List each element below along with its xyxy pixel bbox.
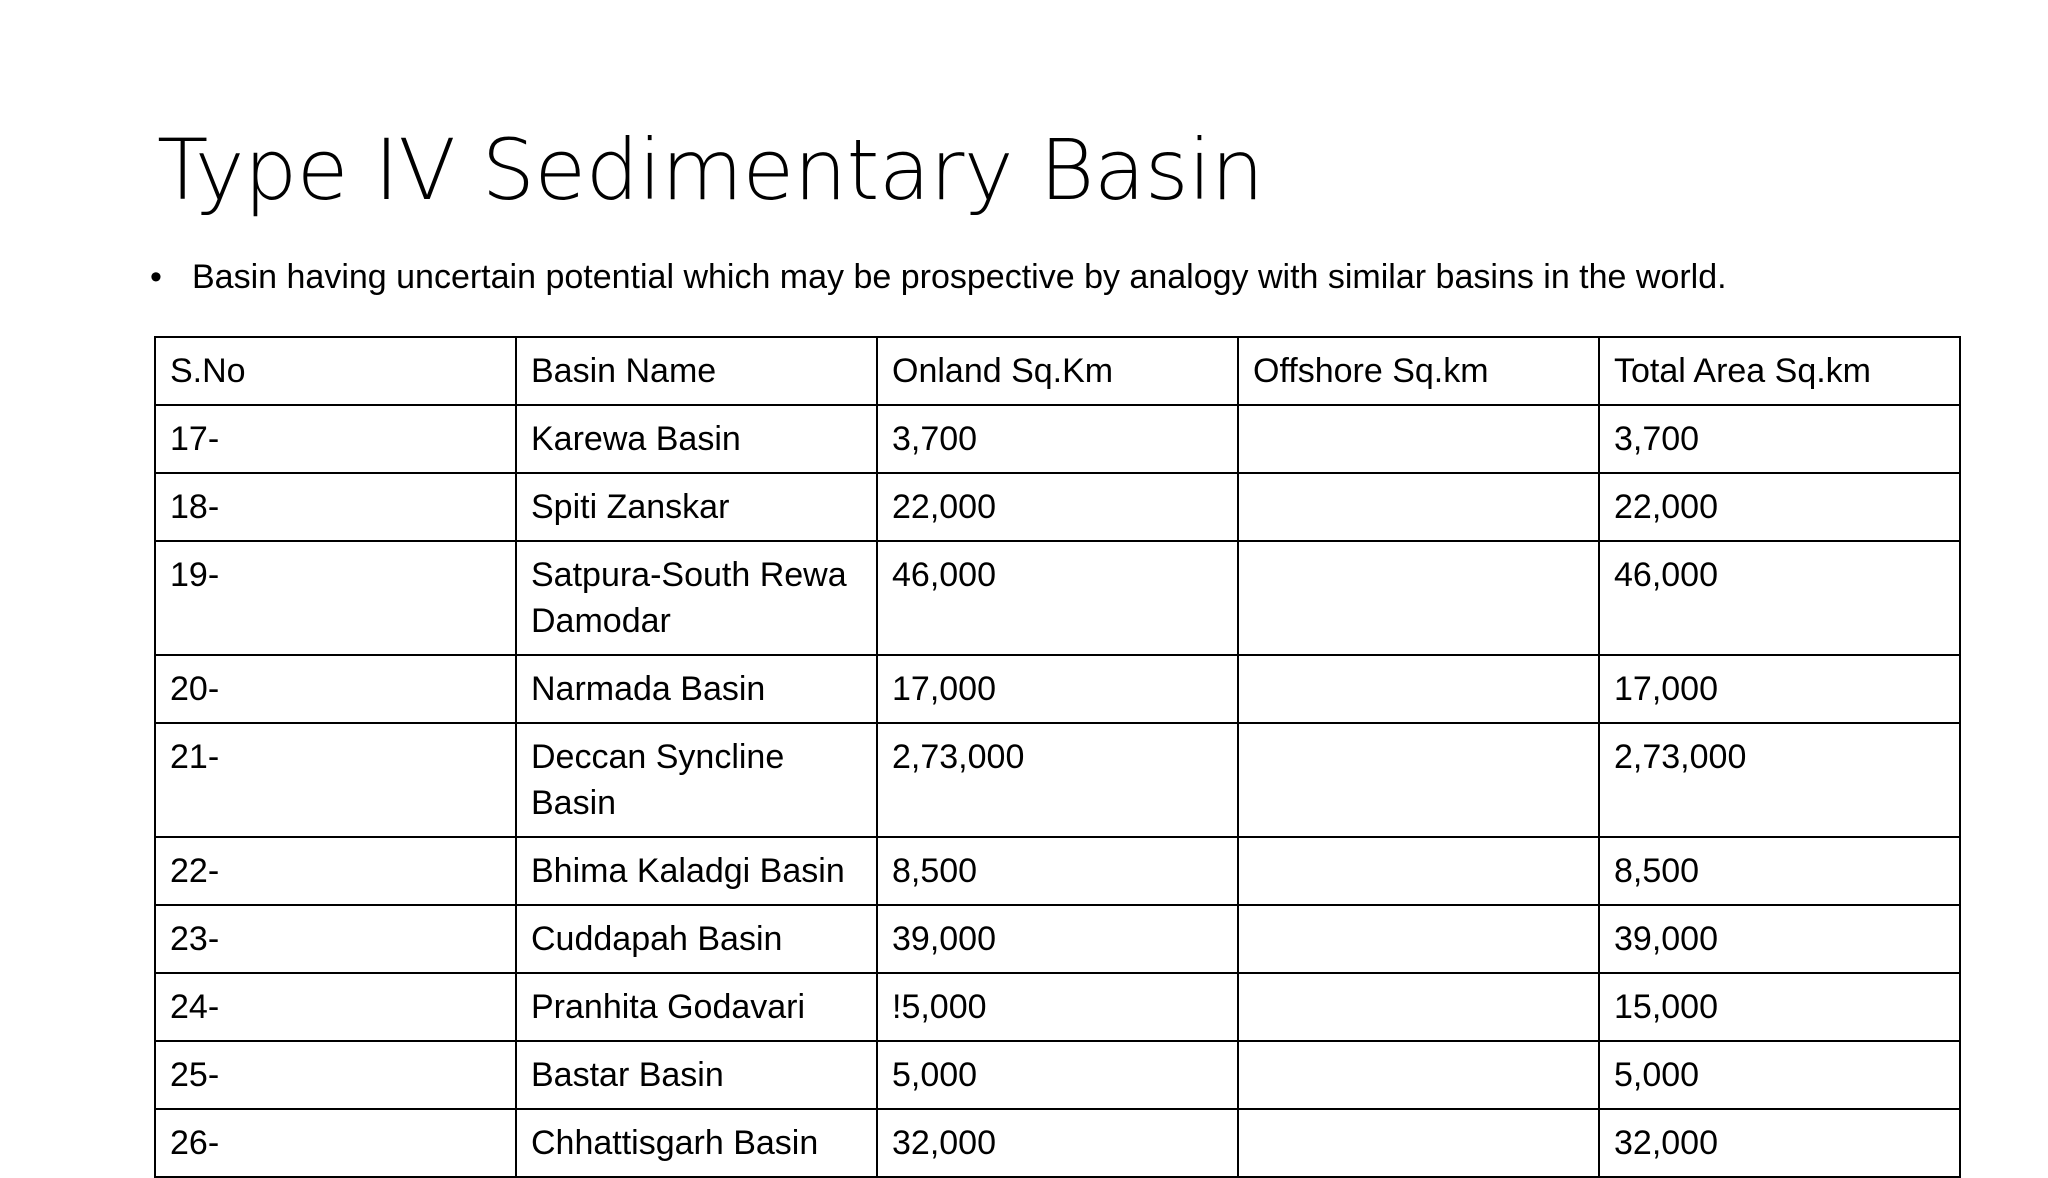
table-cell <box>1238 723 1599 837</box>
table-cell: Bhima Kaladgi Basin <box>516 837 877 905</box>
table-row <box>155 1041 1960 1109</box>
table-cell: 46,000 <box>1599 541 1960 655</box>
table-cell: 17,000 <box>877 655 1238 723</box>
table-cell: 2,73,000 <box>877 723 1238 837</box>
table-row <box>155 837 1960 905</box>
table-cell: Pranhita Godavari <box>516 973 877 1041</box>
bullet-text: Basin having uncertain potential which may be prospective by analogy with similar basins in the world. <box>192 258 1727 296</box>
table-cell: !5,000 <box>877 973 1238 1041</box>
table-cell: 20- <box>155 655 516 723</box>
table-cell: 18- <box>155 473 516 541</box>
table-cell <box>1238 905 1599 973</box>
table-cell: 2,73,000 <box>1599 723 1960 837</box>
table-cell: 32,000 <box>877 1109 1238 1177</box>
table-cell: 8,500 <box>877 837 1238 905</box>
table-cell: 32,000 <box>1599 1109 1960 1177</box>
table-cell: Deccan Syncline Basin <box>516 723 877 837</box>
table-cell <box>1238 541 1599 655</box>
table-row <box>155 655 1960 723</box>
table-cell: 5,000 <box>877 1041 1238 1109</box>
table-cell <box>1238 973 1599 1041</box>
table-row <box>155 723 1960 837</box>
table-row <box>155 905 1960 973</box>
table-cell <box>1238 1041 1599 1109</box>
table-cell <box>1238 837 1599 905</box>
header-cell: Onland Sq.Km <box>877 337 1238 405</box>
table-cell <box>1238 405 1599 473</box>
table-cell: 21- <box>155 723 516 837</box>
header-cell: Total Area Sq.km <box>1599 337 1960 405</box>
table-cell: 5,000 <box>1599 1041 1960 1109</box>
table-cell: 46,000 <box>877 541 1238 655</box>
table-cell: Cuddapah Basin <box>516 905 877 973</box>
table-cell: Spiti Zanskar <box>516 473 877 541</box>
slide-title: Type IV Sedimentary Basin <box>157 121 1264 219</box>
basin-table <box>154 336 1961 1178</box>
table-cell: 39,000 <box>1599 905 1960 973</box>
table-cell: 8,500 <box>1599 837 1960 905</box>
table-cell: 26- <box>155 1109 516 1177</box>
table-cell: 22- <box>155 837 516 905</box>
table-cell: Bastar Basin <box>516 1041 877 1109</box>
table-row <box>155 473 1960 541</box>
table-cell: 17,000 <box>1599 655 1960 723</box>
table-row <box>155 1109 1960 1177</box>
table-cell: 3,700 <box>1599 405 1960 473</box>
table-cell <box>1238 473 1599 541</box>
table-cell: 17- <box>155 405 516 473</box>
table-cell: 25- <box>155 1041 516 1109</box>
table-row <box>155 973 1960 1041</box>
table-cell: Karewa Basin <box>516 405 877 473</box>
table-cell: 39,000 <box>877 905 1238 973</box>
table-cell: 19- <box>155 541 516 655</box>
header-cell: Basin Name <box>516 337 877 405</box>
table-cell: 15,000 <box>1599 973 1960 1041</box>
table-cell: Narmada Basin <box>516 655 877 723</box>
table-cell <box>1238 655 1599 723</box>
table-row <box>155 541 1960 655</box>
table-cell <box>1238 1109 1599 1177</box>
table-header-row <box>155 337 1960 405</box>
table-cell: Chhattisgarh Basin <box>516 1109 877 1177</box>
header-cell: S.No <box>155 337 516 405</box>
bullet-dot-icon: • <box>150 258 162 296</box>
table-cell: 23- <box>155 905 516 973</box>
table-cell: 22,000 <box>1599 473 1960 541</box>
table-cell: 24- <box>155 973 516 1041</box>
bullet-point <box>150 254 1727 300</box>
table-cell: Satpura-South Rewa Damodar <box>516 541 877 655</box>
header-cell: Offshore Sq.km <box>1238 337 1599 405</box>
table-row <box>155 405 1960 473</box>
table-cell: 22,000 <box>877 473 1238 541</box>
table-cell: 3,700 <box>877 405 1238 473</box>
